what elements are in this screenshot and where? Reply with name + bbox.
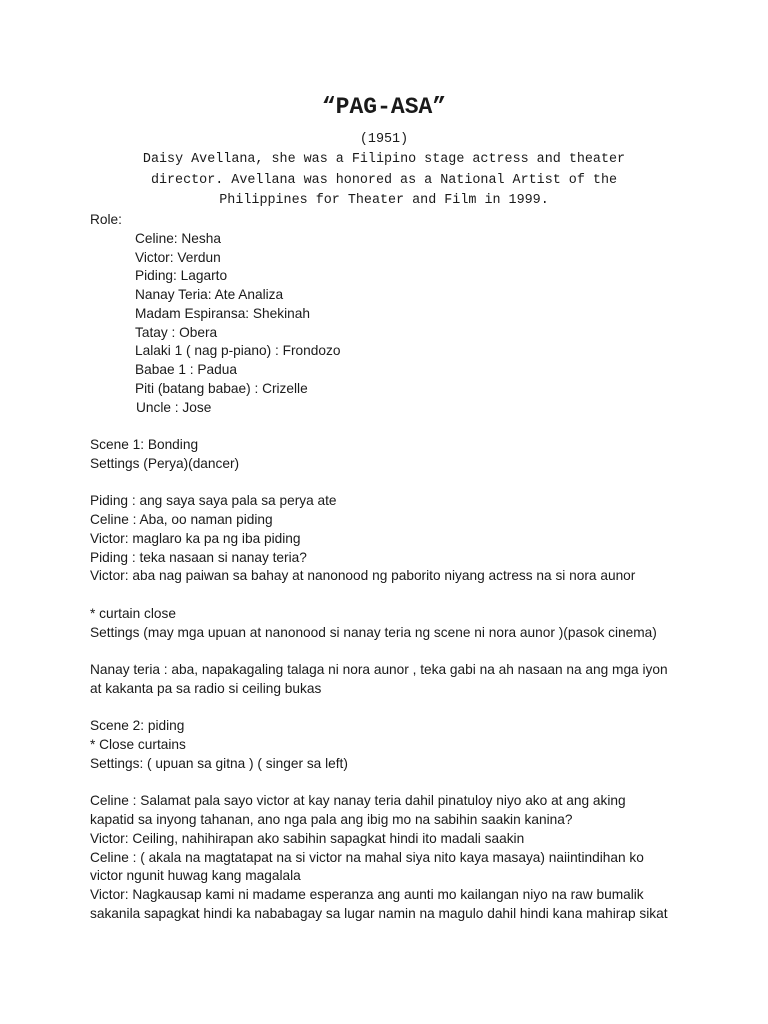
blank-line bbox=[90, 474, 690, 493]
role-item: Nanay Teria: Ate Analiza bbox=[135, 287, 284, 302]
role-item: Lalaki 1 ( nag p-piano) : Frondozo bbox=[135, 343, 341, 359]
role-item: Uncle : Jose bbox=[136, 399, 212, 415]
role-item: Victor: Verdun bbox=[135, 249, 221, 265]
role-item: Piding: Lagarto bbox=[135, 268, 228, 284]
scene-1-heading-block bbox=[90, 436, 690, 474]
dialogue-line: Celine : Aba, oo naman piding bbox=[90, 512, 273, 527]
dialogue-line: Victor: maglaro ka pa ng iba piding bbox=[90, 530, 301, 546]
role-item: Celine: Nesha bbox=[135, 230, 221, 246]
nanay-teria-dialogue bbox=[90, 661, 690, 699]
role-item: Madam Espiransa: Shekinah bbox=[135, 305, 310, 321]
dialogue-line: Nanay teria : aba, napakagaling talaga ni nora aunor , teka gabi na ah nasaan na ang mga iyon bbox=[90, 662, 668, 677]
dialogue-line: sakanila sapagkat hindi ka nababagay sa lugar namin na magulo dahil hindi kana mahirap sikat bbox=[90, 905, 668, 921]
role-item: Babae 1 : Padua bbox=[135, 362, 237, 377]
text-line: Settings (Perya)(dancer) bbox=[90, 455, 240, 471]
script-body bbox=[90, 211, 690, 924]
blank-line bbox=[90, 699, 690, 718]
role-list bbox=[90, 230, 690, 418]
scene-2-heading-block bbox=[90, 717, 690, 773]
dialogue-line: Piding : ang saya saya pala sa perya ate bbox=[90, 493, 337, 509]
role-item: Tatay : Obera bbox=[135, 324, 218, 340]
dialogue-line: Victor: Nagkausap kami ni madame esperanza ang aunti mo kailangan niyo na raw bumalik bbox=[90, 887, 644, 902]
role-item: Piti (batang babae) : Crizelle bbox=[135, 380, 308, 396]
stage-direction: * Close curtains bbox=[90, 737, 186, 752]
dialogue-line: victor ngunit huwag kang magalala bbox=[90, 868, 301, 884]
curtain-block bbox=[90, 605, 690, 643]
dialogue-line: Piding : teka nasaan si nanay teria? bbox=[90, 549, 307, 565]
blank-line bbox=[90, 642, 690, 661]
text-line: Scene 2: piding bbox=[90, 718, 185, 734]
dialogue-line: Celine : Salamat pala sayo victor at kay nanay teria dahil pinatuloy niyo ako at ang aking bbox=[90, 793, 626, 809]
role-heading: Role: bbox=[90, 212, 122, 227]
blank-line bbox=[90, 774, 690, 793]
stage-direction: Settings (may mga upuan at nanonood si nanay teria ng scene ni nora aunor )(pasok cinema) bbox=[90, 624, 657, 640]
dialogue-line: Victor: aba nag paiwan sa bahay at nanonood ng paborito niyang actress na si nora aunor bbox=[90, 568, 636, 584]
intro-line: director. Avellana was honored as a National Artist of the bbox=[150, 172, 618, 188]
year-line: (1951) bbox=[359, 132, 409, 147]
dialogue-line: Victor: Ceiling, nahihirapan ako sabihin sapagkat hindi ito madali saakin bbox=[90, 830, 525, 846]
dialogue-line: kapatid sa inyong tahanan, ano nga pala ang ibig mo na sabihin saakin kanina? bbox=[90, 812, 573, 827]
page-title: “PAG-ASA” bbox=[321, 94, 447, 120]
stage-direction: * curtain close bbox=[90, 605, 176, 621]
scene-2-dialogue bbox=[90, 792, 690, 923]
intro-line: Daisy Avellana, she was a Filipino stage actress and theater bbox=[142, 152, 626, 167]
dialogue-line: Celine : ( akala na magtatapat na si victor na mahal siya nito kaya masaya) naiintindihan ko bbox=[90, 849, 644, 865]
text-line: Scene 1: Bonding bbox=[90, 437, 199, 452]
scene-1-dialogue bbox=[90, 492, 690, 586]
blank-line bbox=[90, 417, 690, 436]
intro-paragraph bbox=[100, 150, 668, 212]
intro-line: Philippines for Theater and Film in 1999. bbox=[219, 193, 549, 208]
stage-direction: Settings: ( upuan sa gitna ) ( singer sa left) bbox=[90, 755, 348, 771]
dialogue-line: at kakanta pa sa radio si ceiling bukas bbox=[90, 680, 322, 696]
blank-line bbox=[90, 586, 690, 605]
